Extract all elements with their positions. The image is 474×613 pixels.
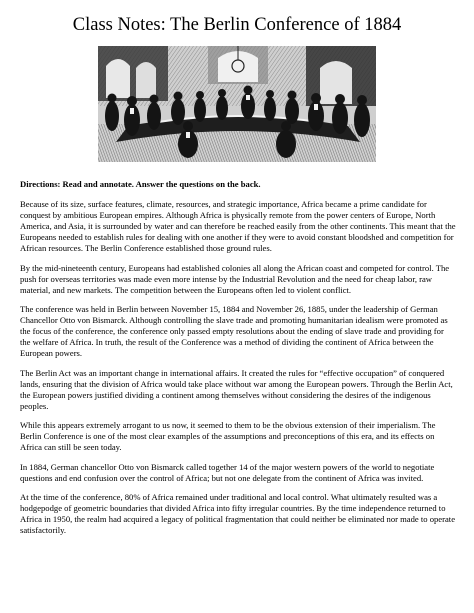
paragraph-bismarck: In 1884, German chancellor Otto von Bismarck called together 14 of the major western powers of the world to negotiate questions and end confusion over the control of Africa; but not one delegate from the continent of Africa was invited. xyxy=(20,461,435,483)
paragraph-conference: The conference was held in Berlin between November 15, 1884 and November 26, 1885, under the leadership of German Chancellor Otto von Bismarck. Although controlling the slave trade and promoting humanitarian idealism were promoted as the focus of the conference, the conference only passed empty resolutions about the ending of slave trade and providing for the welfare of Africa. In truth, the result of the Conference was a method of dividing the continent of Africa between the European powers. xyxy=(20,304,448,358)
article-body xyxy=(20,179,456,545)
paragraph-imperialism: While this appears extremely arrogant to us now, it seemed to them to be the obvious extension of their imperialism. The Berlin Conference is one of the most clear examples of the assumptions and preconceptions of this era, and its effects on Africa can still be seen today. xyxy=(20,420,436,452)
directions-text: Directions: Read and annotate. Answer the questions on the back. xyxy=(20,179,261,189)
paragraph-boundaries: At the time of the conference, 80% of Africa remained under traditional and local control. What ultimately resulted was a hodgepodge of geometric boundaries that divided Africa into fifty irregular countries. By the time independence returned to Africa in 1950, the realm had acquired a legacy of political fragmentation that could neither be eliminated nor made to operate satisfactorily. xyxy=(20,492,456,535)
paragraph-colonies: By the mid-nineteenth century, Europeans had established colonies all along the African coast and competed for control. The push for overseas territories was made even more intense by the Industrial Revolution and the need for cheap labor, raw material, and new markets. The competition between the Europeans often led to violent conflict. xyxy=(20,262,450,295)
conference-engraving-image xyxy=(98,46,376,162)
paragraph-intro: Because of its size, surface features, climate, resources, and strategic importance, Africa became a prime candidate for conquest by ambitious European empires. Although Africa is physically remote from the power centers of Europe, North America, and Asia, it is surrounded by water and can therefore be reached easily from the other continents. This meant that the Europeans needed to establish rules for dealing with one another if they were to avoid constant bloodshed and competition for African resources. The Berlin Conference established those ground rules. xyxy=(20,199,456,253)
paragraph-berlin-act: The Berlin Act was an important change in international affairs. It created the rules for “effective occupation” of conquered lands, ensuring that the division of Africa would take place without war among the European powers. Through the Berlin Act, the European powers justified dividing a continent among themselves without considering the desires of the indigenous peoples. xyxy=(20,367,453,411)
page-title: Class Notes: The Berlin Conference of 1884 xyxy=(72,15,402,35)
